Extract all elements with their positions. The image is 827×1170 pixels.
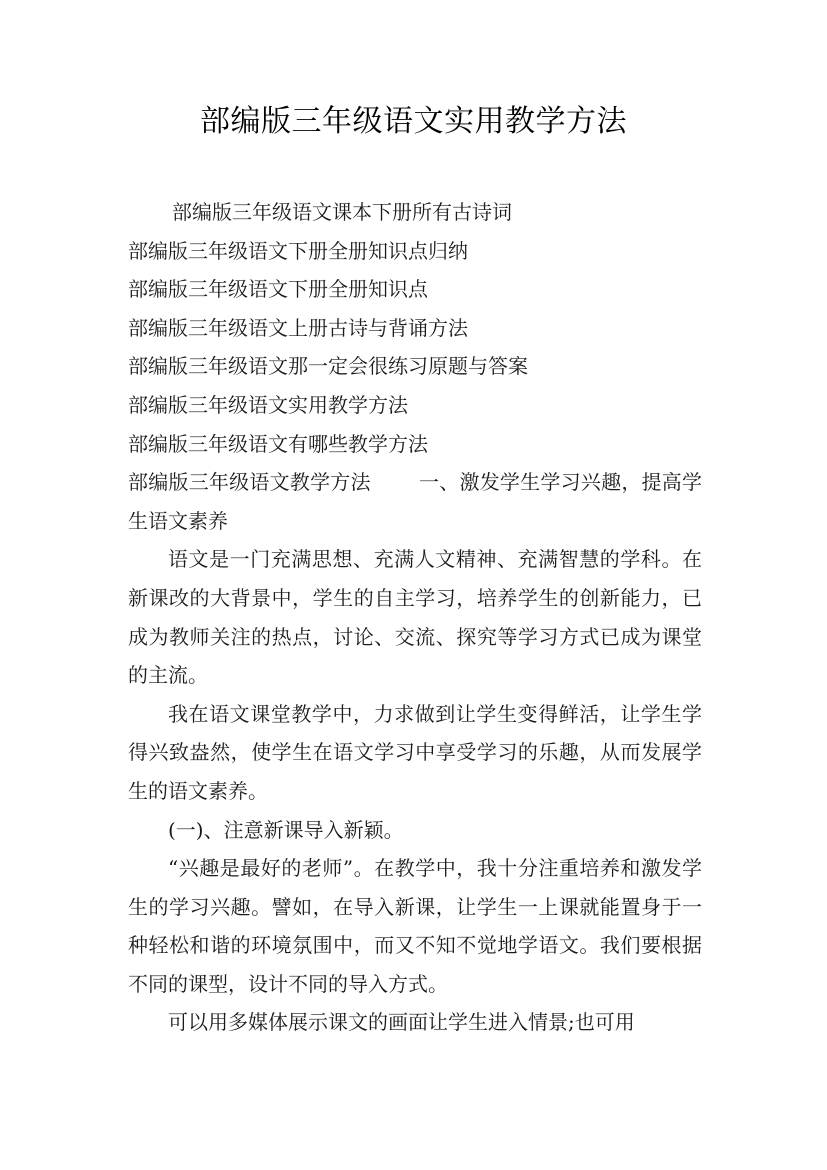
paragraph-2: 我在语文课堂教学中，力求做到让学生变得鲜活，让学生学得兴致盎然，使学生在语文学习中享受学习的乐趣，从而发展学生的语文素养。 (128, 701, 702, 803)
related-link-3[interactable]: 部编版三年级语文下册全册知识点 (128, 277, 428, 302)
related-link-8[interactable]: 部编版三年级语文教学方法 (128, 470, 371, 495)
section-heading-line (128, 463, 702, 540)
document-body (128, 193, 702, 1042)
paragraph-4: “兴趣是最好的老师”。在教学中，我十分注重培养和激发学生的学习兴趣。譬如，在导入新课，让学生一上课就能置身于一种轻松和谐的环境氛围中，而又不知不觉地学语文。我们要根据不同的课型，设计不同的导入方式。 (128, 856, 702, 996)
related-link-6[interactable]: 部编版三年级语文实用教学方法 (128, 392, 408, 417)
paragraph-5: 可以用多媒体展示课文的画面让学生进入情景;也可用 (168, 1010, 635, 1035)
paragraph-1: 语文是一门充满思想、充满人文精神、充满智慧的学科。在新课改的大背景中，学生的自主学习，培养学生的创新能力，已成为教师关注的热点，讨论、交流、探究等学习方式已成为课堂的主流。 (128, 547, 702, 688)
related-link-4[interactable]: 部编版三年级语文上册古诗与背诵方法 (128, 315, 468, 340)
related-link-1[interactable]: 部编版三年级语文课本下册所有古诗词 (172, 200, 512, 224)
section-heading: 一、激发学生学习兴趣，提高学生语文素养 (128, 470, 703, 533)
related-link-5[interactable]: 部编版三年级语文那一定会很练习原题与答案 (128, 354, 528, 379)
document-title: 部编版三年级语文实用教学方法 (200, 104, 627, 139)
related-link-2[interactable]: 部编版三年级语文下册全册知识点归纳 (128, 238, 468, 263)
related-link-7[interactable]: 部编版三年级语文有哪些教学方法 (128, 431, 428, 456)
paragraph-3: (一)、注意新课导入新颖。 (168, 817, 404, 842)
